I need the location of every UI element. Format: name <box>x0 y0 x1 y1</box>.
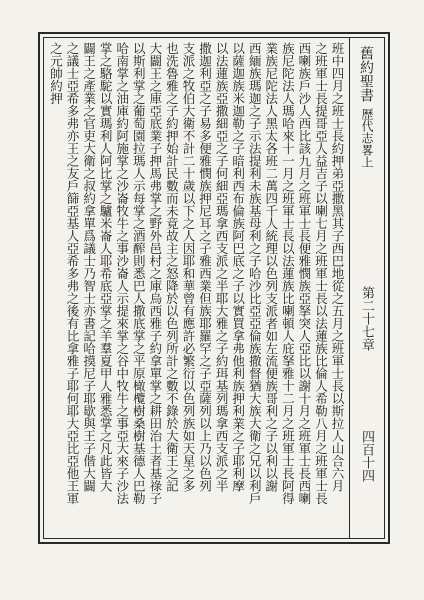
text-column: 以薩迦族米迦勒之子暗利西布倫族阿巴底之子以實買拿弗他利族押利業之子耶利摩 <box>230 42 246 492</box>
text-column: 族尼陀法人瑪哈來十一月之班軍士長以法蓮族比喇頓人庇拏雅十二月之班軍士長阿得 <box>280 42 296 505</box>
text-column: 之議士亞希多弗亦王之友戶篩亞基人亞希多弗之後有比拿雅子耶何耶大亞比亞他王軍 <box>65 42 80 505</box>
folio-number: 四百十四 <box>359 430 374 482</box>
margin-header-column <box>349 38 384 538</box>
text-column: 也洗魯雅之子約押始計民數而未竟故主之怒降於以色列所計之數不錄於大衛王之記 <box>164 42 180 492</box>
text-column: 支派之牧伯大衛不計二十歲以下之人因耶和華曾有應許必繁衍以色列族如天星之多 <box>180 42 196 492</box>
text-column: 以法蓮族亞撒細亞之子何細亞瑪拿西支派之半耶大雅之子約珥基列瑪拿西支派之半 <box>214 42 230 492</box>
section-title: 歷代志畧上 <box>360 108 374 168</box>
text-column: 以斯利掌之葡萄園拉瑪人示每掌之酒醡則悉巴人撒底掌之平原橄欖樹桑樹基德人巴勒 <box>131 42 147 505</box>
text-column: 西喇族戶沙人西比該九月之班軍士長便雅憫族亞拏突人亞比以謝十月之班軍士長西喇 <box>296 42 312 505</box>
book-title: 舊約聖書 <box>358 46 374 102</box>
text-column: 哈南掌之油庫約阿施掌之沙崙牧牛之事沙崙人示提來掌之谷中牧牛之事亞大來子沙法 <box>114 42 130 505</box>
page-frame <box>38 32 390 544</box>
text-column: 撒迦利亞之子易多便雅憫族押尼耳之子雅西業但族耶羅罕之子亞薩列以上乃以色列 <box>197 42 213 492</box>
text-column: 之班軍士長提哥亞人益吉子以喇七月之班軍士長以法蓮族比倫人希勒八月之班軍士長 <box>313 42 329 505</box>
frame-inner-border <box>43 37 385 539</box>
chapter-label: 第二十七章 <box>359 286 374 351</box>
text-body <box>48 42 346 534</box>
text-column: 大闢王之庫亞底業子押馬弗掌之野外邑村之庫烏西雅子約拿單掌之耕田治土者基祿子 <box>147 42 163 505</box>
text-column: 掌之駱駝以實瑪利人阿比掌之驢米崙人耶希底亞掌之羊羣夏甲人雅悉掌之凡此皆大 <box>98 42 114 492</box>
text-column: 之元帥約押 <box>48 42 64 105</box>
text-column: 班中四月之班士長約押弟亞撒黑其子西巴地從之五月之班軍士長以斯拉人山合六月 <box>330 42 345 492</box>
text-column: 西緬族瑪迦之子示法提利未族基母利之子哈沙比亞亞倫族撒督猶大族大衛之兄以利戶 <box>247 42 263 505</box>
text-column: 闢王之產業之官吏大衛之叔約拿單爲議士乃智士亦書記哈摸尼子耶歇與王子偕大闢 <box>81 42 97 492</box>
text-column: 業族尼陀法人黑太各班二萬四千人統理以色列支派者如左流便族哥利之子以利以謝 <box>263 42 279 492</box>
